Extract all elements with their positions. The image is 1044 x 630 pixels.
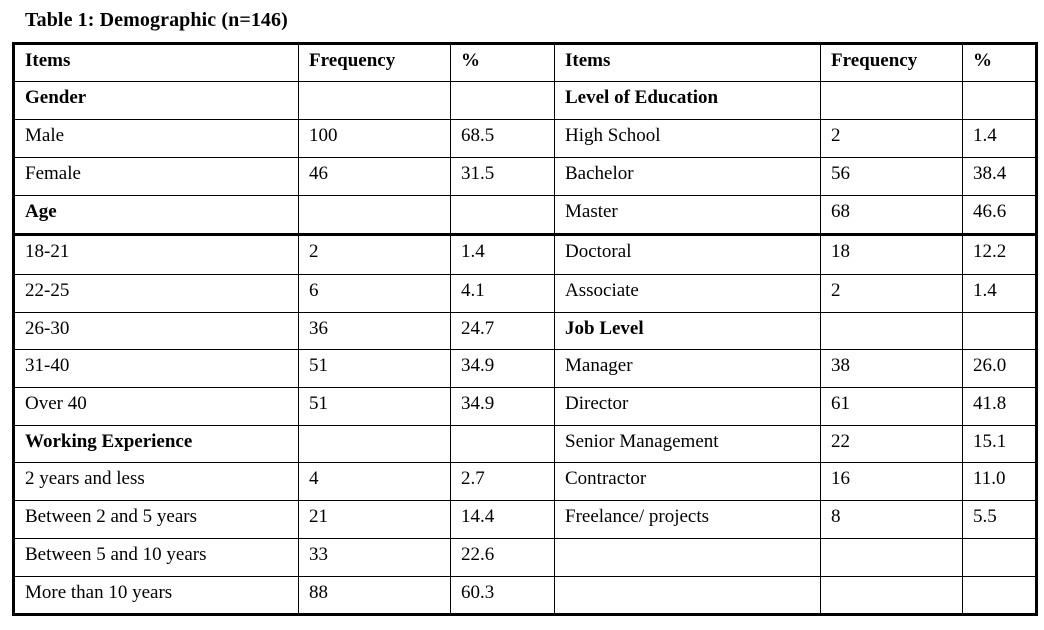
right-item-cell: High School [555, 120, 821, 158]
right-item-cell: Bachelor [555, 158, 821, 196]
left-frequency-cell: 33 [299, 539, 451, 577]
right-frequency-cell: 22 [821, 426, 963, 463]
left-item-cell: 22-25 [14, 275, 299, 313]
right-frequency-cell: 18 [821, 235, 963, 275]
right-percent-cell: 26.0 [963, 350, 1037, 388]
header-cell-frequency-left: Frequency [299, 44, 451, 82]
table-row [14, 463, 1037, 501]
header-cell-frequency-right: Frequency [821, 44, 963, 82]
right-percent-cell: 1.4 [963, 120, 1037, 158]
left-percent-cell [451, 82, 555, 120]
right-frequency-cell [821, 82, 963, 120]
left-item-cell: 2 years and less [14, 463, 299, 501]
table-caption: Table 1: Demographic (n=146) [25, 9, 288, 31]
left-percent-cell: 60.3 [451, 577, 555, 615]
right-item-cell: Associate [555, 275, 821, 313]
left-item-cell: Gender [14, 82, 299, 120]
header-cell-percent-left: % [451, 44, 555, 82]
table-row [14, 120, 1037, 158]
right-percent-cell: 15.1 [963, 426, 1037, 463]
right-percent-cell [963, 313, 1037, 350]
left-frequency-cell: 6 [299, 275, 451, 313]
right-percent-cell: 11.0 [963, 463, 1037, 501]
table-row [14, 539, 1037, 577]
table-row [14, 350, 1037, 388]
header-cell-items-left: Items [14, 44, 299, 82]
left-frequency-cell: 21 [299, 501, 451, 539]
left-item-cell: Between 2 and 5 years [14, 501, 299, 539]
table-row [14, 82, 1037, 120]
right-percent-cell: 41.8 [963, 388, 1037, 426]
right-frequency-cell: 61 [821, 388, 963, 426]
right-item-cell: Doctoral [555, 235, 821, 275]
left-percent-cell: 24.7 [451, 313, 555, 350]
right-percent-cell [963, 577, 1037, 615]
left-frequency-cell: 36 [299, 313, 451, 350]
right-item-cell [555, 539, 821, 577]
table-row [14, 501, 1037, 539]
left-frequency-cell: 51 [299, 388, 451, 426]
table-header-row [14, 44, 1037, 82]
left-percent-cell: 31.5 [451, 158, 555, 196]
left-frequency-cell [299, 426, 451, 463]
left-item-cell: Female [14, 158, 299, 196]
left-percent-cell: 34.9 [451, 388, 555, 426]
left-frequency-cell: 4 [299, 463, 451, 501]
right-frequency-cell: 2 [821, 275, 963, 313]
left-percent-cell: 4.1 [451, 275, 555, 313]
right-percent-cell [963, 539, 1037, 577]
left-percent-cell: 2.7 [451, 463, 555, 501]
right-frequency-cell: 38 [821, 350, 963, 388]
right-frequency-cell [821, 313, 963, 350]
right-item-cell: Manager [555, 350, 821, 388]
left-item-cell: Age [14, 196, 299, 235]
header-cell-items-right: Items [555, 44, 821, 82]
left-frequency-cell: 100 [299, 120, 451, 158]
right-frequency-cell [821, 577, 963, 615]
right-percent-cell: 5.5 [963, 501, 1037, 539]
right-item-cell [555, 577, 821, 615]
right-frequency-cell: 68 [821, 196, 963, 235]
left-frequency-cell: 46 [299, 158, 451, 196]
left-percent-cell: 22.6 [451, 539, 555, 577]
right-percent-cell: 38.4 [963, 158, 1037, 196]
table-row [14, 577, 1037, 615]
right-percent-cell: 1.4 [963, 275, 1037, 313]
table-row [14, 196, 1037, 235]
left-item-cell: Male [14, 120, 299, 158]
right-frequency-cell: 16 [821, 463, 963, 501]
left-frequency-cell: 51 [299, 350, 451, 388]
table-row [14, 158, 1037, 196]
table-row [14, 275, 1037, 313]
right-item-cell: Level of Education [555, 82, 821, 120]
left-frequency-cell: 88 [299, 577, 451, 615]
left-frequency-cell [299, 82, 451, 120]
table-row [14, 313, 1037, 350]
left-percent-cell: 68.5 [451, 120, 555, 158]
left-percent-cell [451, 426, 555, 463]
left-item-cell: 18-21 [14, 235, 299, 275]
left-frequency-cell [299, 196, 451, 235]
right-item-cell: Director [555, 388, 821, 426]
left-percent-cell: 1.4 [451, 235, 555, 275]
header-cell-percent-right: % [963, 44, 1037, 82]
table-body [14, 44, 1037, 615]
table-row [14, 235, 1037, 275]
left-item-cell: More than 10 years [14, 577, 299, 615]
left-item-cell: Between 5 and 10 years [14, 539, 299, 577]
left-item-cell: Over 40 [14, 388, 299, 426]
right-item-cell: Senior Management [555, 426, 821, 463]
right-percent-cell: 46.6 [963, 196, 1037, 235]
right-item-cell: Contractor [555, 463, 821, 501]
right-item-cell: Master [555, 196, 821, 235]
right-frequency-cell [821, 539, 963, 577]
left-frequency-cell: 2 [299, 235, 451, 275]
right-item-cell: Freelance/ projects [555, 501, 821, 539]
left-percent-cell: 34.9 [451, 350, 555, 388]
demographic-table [12, 42, 1038, 616]
right-frequency-cell: 8 [821, 501, 963, 539]
right-percent-cell [963, 82, 1037, 120]
left-item-cell: 26-30 [14, 313, 299, 350]
right-percent-cell: 12.2 [963, 235, 1037, 275]
right-frequency-cell: 56 [821, 158, 963, 196]
left-item-cell: 31-40 [14, 350, 299, 388]
left-item-cell: Working Experience [14, 426, 299, 463]
table-row [14, 388, 1037, 426]
left-percent-cell [451, 196, 555, 235]
right-item-cell: Job Level [555, 313, 821, 350]
right-frequency-cell: 2 [821, 120, 963, 158]
table-row [14, 426, 1037, 463]
left-percent-cell: 14.4 [451, 501, 555, 539]
